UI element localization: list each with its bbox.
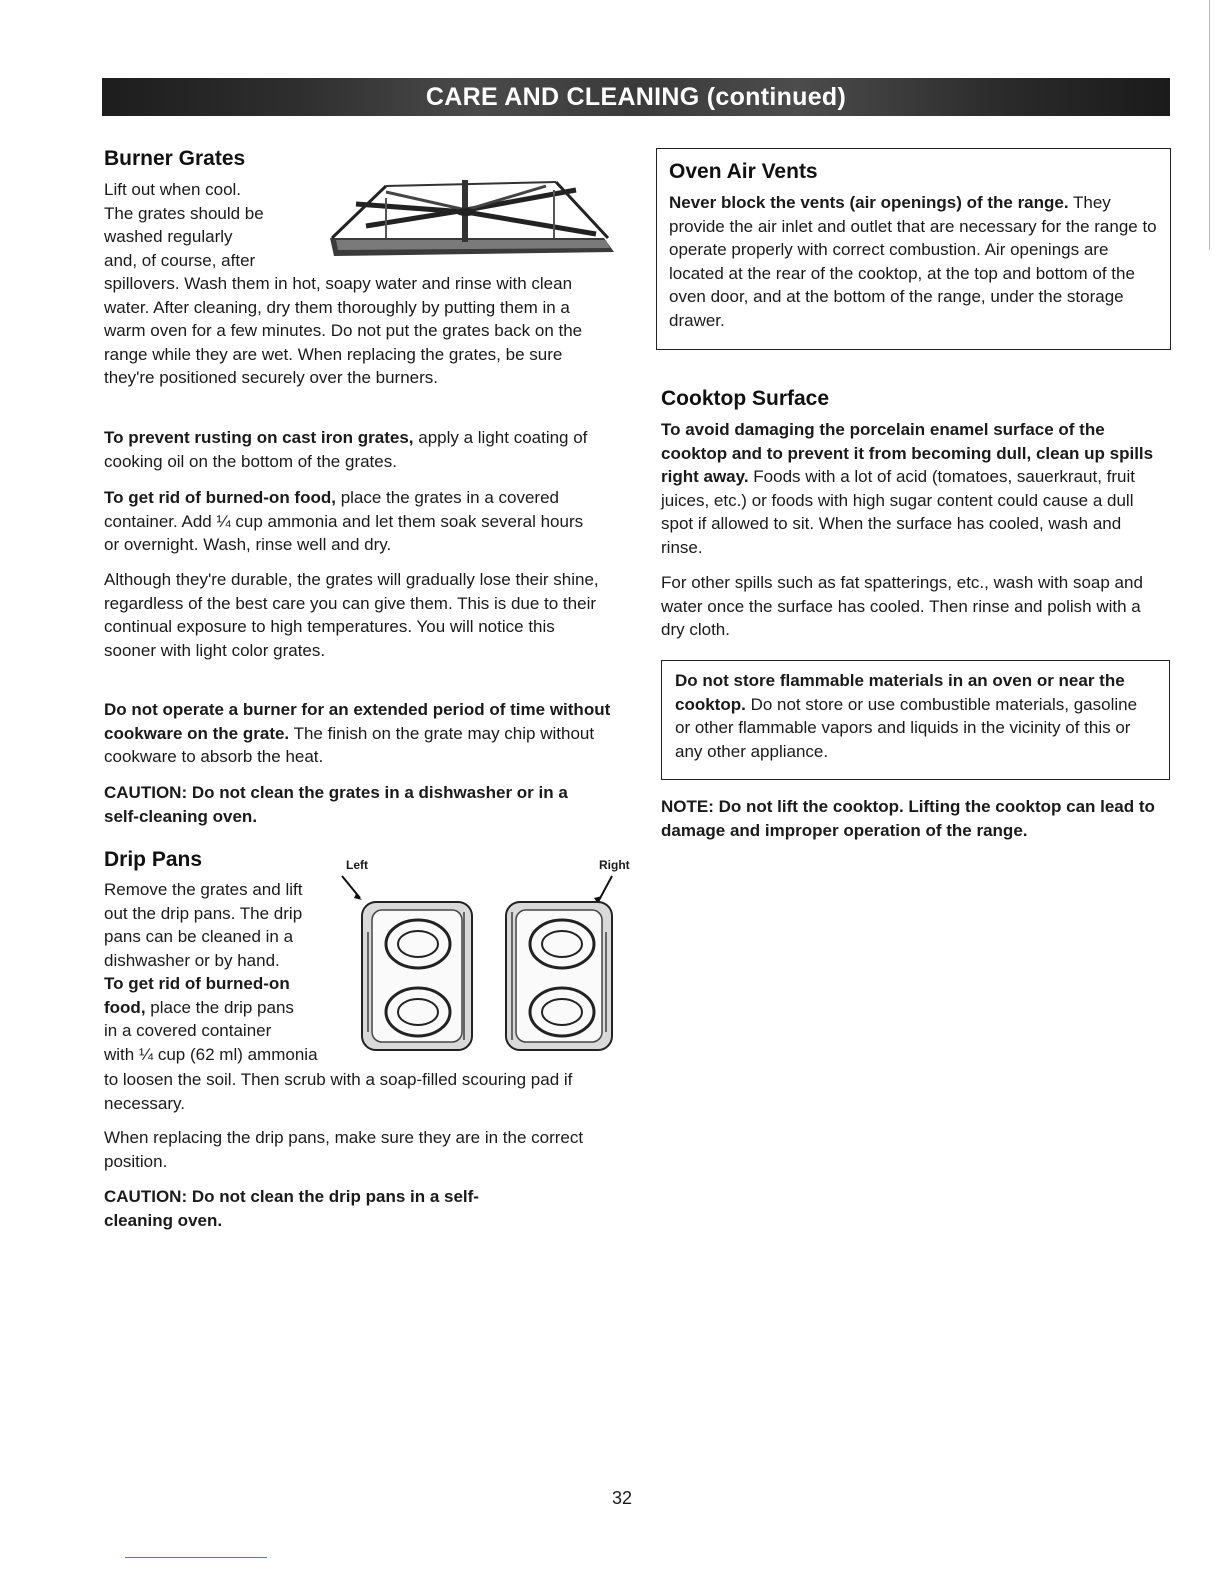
page-title: CARE AND CLEANING (continued) <box>425 82 847 111</box>
drip-wrap-line: pans can be cleaned in a <box>104 927 294 946</box>
cooktop-other-paragraph: For other spills such as fat spatterings, etc., wash with soap and water once the surface has cooled. Then rinse and polish with a dry cloth. <box>661 573 1143 639</box>
operate-paragraph <box>104 698 619 769</box>
cooktop-section <box>661 386 1166 642</box>
flammable-warning-bold: Do not store flammable materials in an oven or near the cooktop. <box>675 671 1125 714</box>
burner-grates-wrap-line: The grates should be <box>104 203 264 223</box>
drip-pans-wrap-text <box>104 878 354 1066</box>
burned-on-text: place the grates in a covered container. Add ¼ cup ammonia and let them soak several hours or overnight. Wash, rinse well and dry. <box>104 488 584 554</box>
page-number: 32 <box>612 1488 633 1508</box>
section-banner <box>102 78 1170 116</box>
burner-grates-wrap-line: washed regularly <box>104 227 233 246</box>
oven-vents-bold: Never block the vents (air openings) of the range. <box>669 193 1069 212</box>
drip-wrap-line-2: with ¼ cup (62 ml) ammonia <box>104 1044 318 1064</box>
drip-burned-text-1: place the drip pans <box>145 997 294 1017</box>
drip-burned-bold-1: To get rid of burned-on <box>104 974 290 993</box>
drip-burned-bold-2: food, <box>104 997 146 1017</box>
drip-pans-heading: Drip Pans <box>104 848 203 871</box>
burner-grates-wrap-line: and, of course, after <box>104 250 256 270</box>
note-paragraph: NOTE: Do not lift the cooktop. Lifting the cooktop can lead to damage and improper operation of the range. <box>661 797 1155 840</box>
oven-vents-box <box>656 148 1171 350</box>
footer-line <box>125 1557 267 1558</box>
burner-grates-wrap-line: Lift out when cool. <box>104 180 242 199</box>
rust-bold: To prevent rusting on cast iron grates, <box>104 428 414 447</box>
burned-on-bold: To get rid of burned-on food, <box>104 488 336 507</box>
drip-replacing-paragraph: When replacing the drip pans, make sure they are in the correct position. <box>104 1128 584 1171</box>
burner-grates-heading: Burner Grates <box>104 147 246 170</box>
drip-caution: CAUTION: Do not clean the drip pans in a self-cleaning oven. <box>104 1187 479 1230</box>
oven-vents-paragraph <box>669 191 1161 332</box>
burner-grate-illustration <box>326 176 616 260</box>
cooktop-text: Foods with a lot of acid (tomatoes, sauerkraut, fruit juices, etc.) or foods with high sugar content could cause a dull spot if allowed to sit. When the surface has cooled, wash and rinse. <box>661 467 1135 557</box>
operate-text: The finish on the grate may chip without cookware to absorb the heat. <box>104 723 595 766</box>
flammable-warning-paragraph <box>675 669 1153 763</box>
drip-burned-line <box>104 996 354 1020</box>
cooktop-heading: Cooktop Surface <box>661 387 830 410</box>
drip-pan-left-label: Left <box>346 858 368 872</box>
drip-wrap-line: out the drip pans. The drip <box>104 903 303 923</box>
durable-paragraph: Although they're durable, the grates will gradually lose their shine, regardless of the best care you can give them. This is due to their continual exposure to high temperatures. You will notice this sooner with light color grates. <box>104 570 599 660</box>
drip-pans-illustration <box>340 872 620 1054</box>
cooktop-bold: To avoid damaging the porcelain enamel surface of the cooktop and to prevent it from becoming dull, clean up spills right away. <box>661 420 1154 486</box>
oven-vents-heading: Oven Air Vents <box>669 160 818 183</box>
grates-caution: CAUTION: Do not clean the grates in a dishwasher or in a self-cleaning oven. <box>104 783 568 826</box>
drip-wrap-line-2: in a covered container <box>104 1021 272 1040</box>
drip-wrap-line: dishwasher or by hand. <box>104 950 280 970</box>
cooktop-paragraph <box>661 418 1166 559</box>
operate-bold: Do not operate a burner for an extended period of time without cookware on the grate. <box>104 700 611 743</box>
drip-pan-right-label: Right <box>599 858 630 872</box>
flammable-warning-text: Do not store or use combustible materials, gasoline or other flammable vapors and liquids in the vicinity of this or any other appliance. <box>675 694 1138 761</box>
flammable-warning-box <box>661 660 1170 780</box>
rust-text: apply a light coating of cooking oil on the bottom of the grates. <box>104 428 588 471</box>
oven-vents-text: They provide the air inlet and outlet that are necessary for the range to operate properly with correct combustion. Air openings are located at the rear of the cooktop, at the top and bottom of the oven door, and at the bottom of the range, under the storage drawer. <box>669 193 1157 330</box>
drip-rest-paragraph: to loosen the soil. Then scrub with a soap-filled scouring pad if necessary. <box>104 1070 573 1113</box>
drip-wrap-line: Remove the grates and lift <box>104 880 303 899</box>
burned-on-paragraph <box>104 486 584 557</box>
burner-grates-intro: spillovers. Wash them in hot, soapy water and rinse with clean water. After cleaning, dry them thoroughly by putting them in a warm oven for a few minutes. Do not put the grates back on the range while they are wet. When replacing the grates, be sure they're positioned securely over the burners. <box>104 274 583 387</box>
page-edge-line <box>1209 0 1210 250</box>
rust-paragraph <box>104 426 604 473</box>
